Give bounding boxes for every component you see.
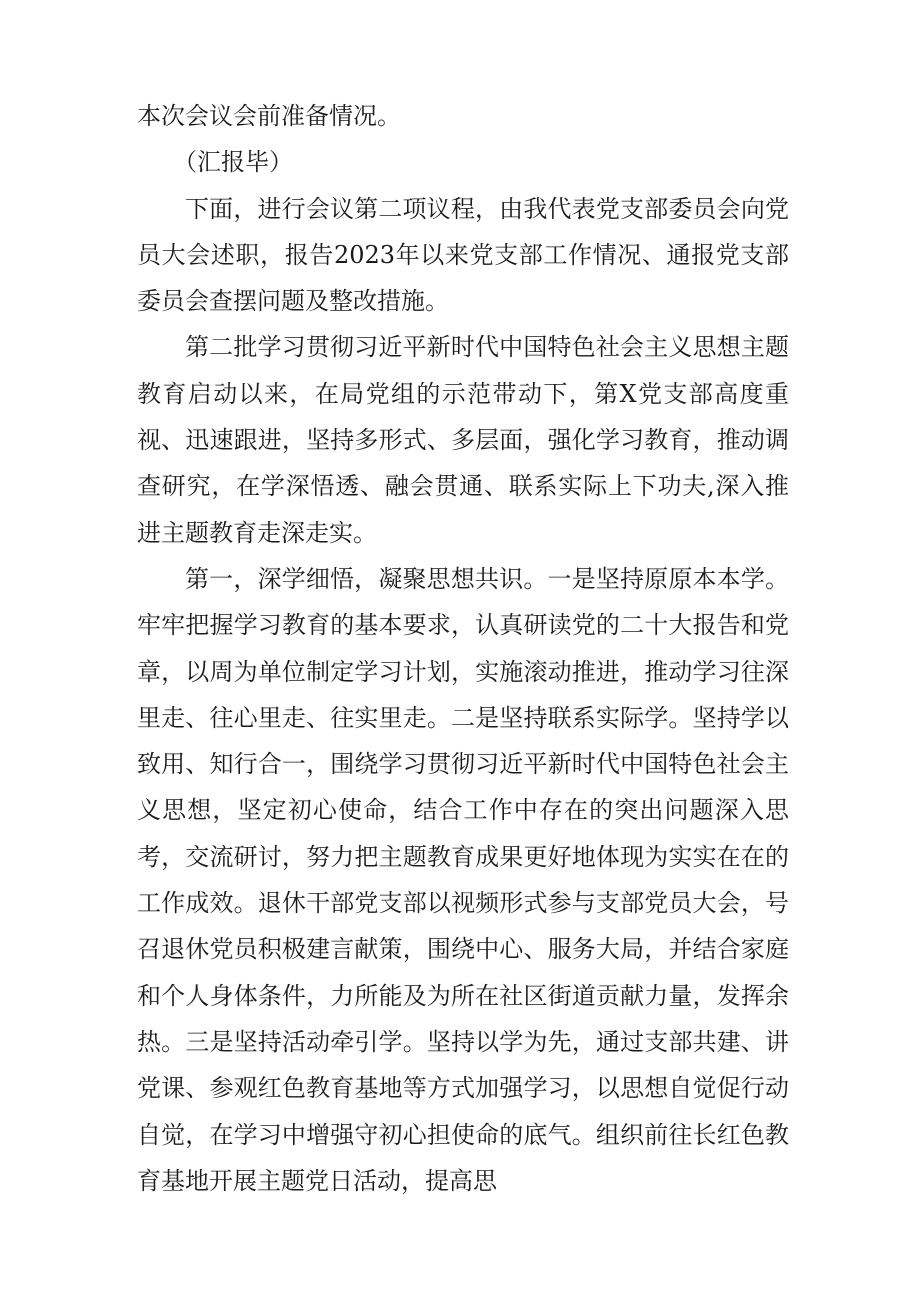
paragraph-second-agenda: 下面，进行会议第二项议程，由我代表党支部委员会向党员大会述职，报告2023年以来党支部工作情况、通报党支部委员会查摆问题及整改措施。 bbox=[137, 194, 789, 316]
paragraph-first-point: 第一，深学细悟，凝聚思想共识。一是坚持原原本本学。牢牢把握学习教育的基本要求，认真研读党的二十大报告和党章，以周为单位制定学习计划，实施滚动推进，推动学习往深里走、往心里走、往实里走。二是坚持联系实际学。坚持学以致用、知行合一，围绕学习贯彻习近平新时代中国特色社会主义思想，坚定初心使命，结合工作中存在的突出问题深入思考，交流研讨，努力把主题教育成果更好地体现为实实在在的工作成效。退休干部党支部以视频形式参与支部党员大会，号召退休党员积极建言献策，围绕中心、服务大局，并结合家庭和个人身体条件，力所能及为所在社区街道贡献力量，发挥余热。三是坚持活动牵引学。坚持以学为先，通过支部共建、讲党课、参观红色教育基地等方式加强学习，以思想自觉促行动自觉，在学习中增强守初心担使命的底气。组织前往长红色教育基地开展主题党日活动，提高思 bbox=[137, 564, 789, 1195]
paragraph-theme-education: 第二批学习贯彻习近平新时代中国特色社会主义思想主题教育启动以来，在局党组的示范带动下，第X党支部高度重视、迅速跟进，坚持多形式、多层面，强化学习教育，推动调查研究，在学深悟透、融会贯通、联系实际上下功夫,深入推进主题教育走深走实。 bbox=[137, 333, 789, 547]
document-body bbox=[137, 93, 789, 1204]
paragraph-report-end: （汇报毕） bbox=[173, 148, 293, 177]
paragraph-meeting-preparation: 本次会议会前准备情况。 bbox=[137, 102, 401, 130]
